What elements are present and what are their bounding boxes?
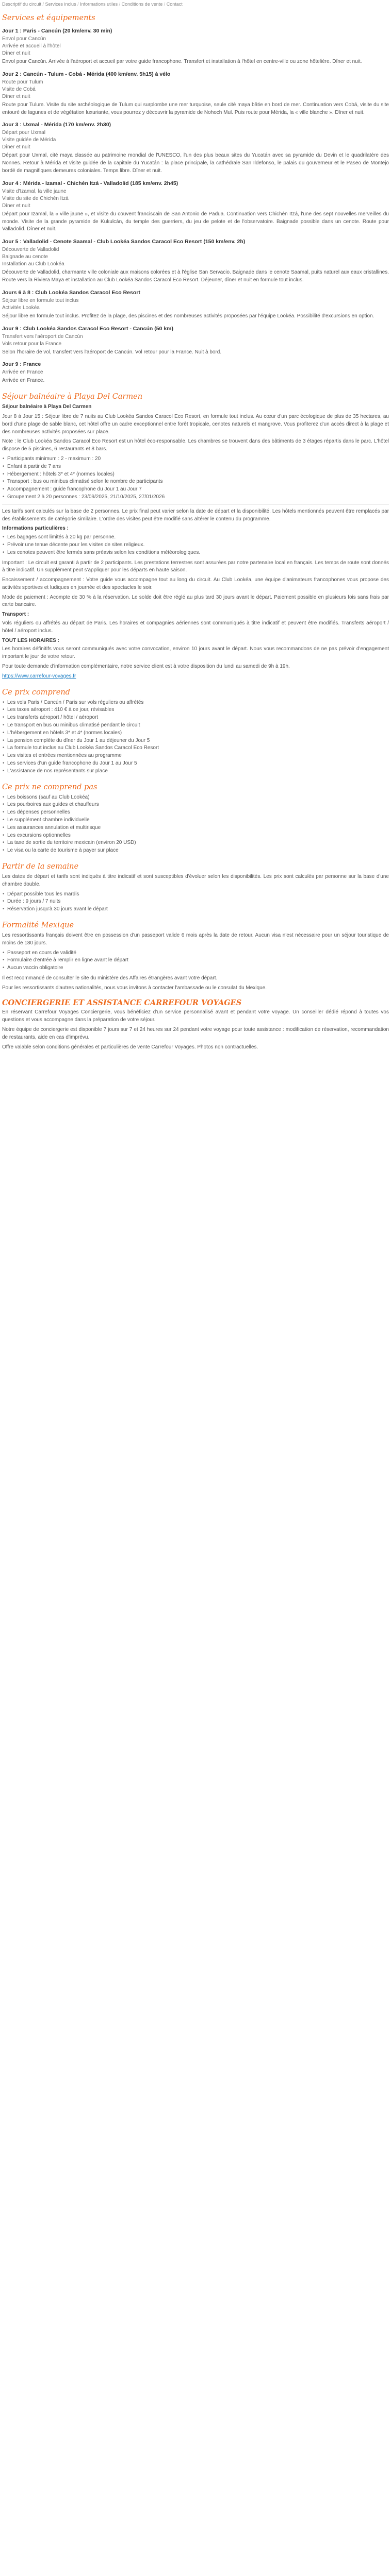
section-title-formalites: Formalité Mexique [2, 921, 74, 929]
day-meta-line: Dîner et nuit [2, 50, 30, 56]
day-meta [2, 333, 389, 348]
section-title-partir: Partir de la semaine [2, 862, 79, 871]
day-title: Jour 9 : Club Lookéa Sandos Caracol Eco Resort - Cancún (50 km) [2, 325, 173, 332]
inclus-list-item: • Les visites et entrées mentionnées au programme [2, 752, 389, 760]
transport-title: Transport : [2, 612, 29, 618]
partir-list [2, 891, 389, 913]
breadcrumb-item[interactable]: / Conditions de vente [118, 2, 162, 7]
inclus-list-item: • Les transferts aéroport / hôtel / aéroport [2, 714, 389, 722]
day-meta-line: Départ pour Uxmal [2, 130, 45, 136]
day-meta [2, 246, 389, 268]
breadcrumb-item[interactable]: Descriptif du circuit [2, 2, 42, 7]
day-meta-line: Séjour libre en formule tout inclus [2, 297, 79, 303]
noninclus-list-item: • Les excursions optionnelles [2, 832, 389, 840]
partir-para: Les dates de départ et tarifs sont indiqués à titre indicatif et sont susceptibles d'évoluer selon les disponibilités. Les prix sont calculés par personne sur la base d'une chambre double. [2, 874, 389, 887]
info-para-3: Important : Le circuit est garanti à partir de 2 participants. Les prestations terrestres sont assurées par notre partenaire local en français. Les temps de route sont donnés à titre indicatif. Un supplément peut s'appliquer pour les départs en haute saison. [2, 560, 389, 573]
formalites-para-3: Pour les ressortissants d'autres nationalités, nous vous invitons à contacter l'ambassade ou le consulat du Mexique. [2, 985, 267, 991]
section-title-noninclus: Ce prix ne comprend pas [2, 783, 97, 791]
noninclus-list-item: • Les pourboires aux guides et chauffeurs [2, 801, 389, 809]
inclus-list-item: • Les taxes aéroport : 410 € à ce jour, révisables [2, 706, 389, 714]
day-description: Départ pour Izamal, la « ville jaune », et visite du couvent franciscain de San Antonio de Padua. Continuation vers Chichén Itzá, l'une des sept nouvelles merveilles du monde. Visite de la grande pyramide de Kukulcán, du temple des guerriers, du jeu de pelote et de l'observatoire. Baignade possible dans un cenote. Route pour Valladolid. Dîner et nuit. [2, 211, 389, 232]
day-meta [2, 188, 389, 210]
day-meta-line: Visite d'Izamal, la ville jaune [2, 188, 67, 194]
inclus-list-item: • La formule tout inclus au Club Lookéa Sandos Caracol Eco Resort [2, 744, 389, 752]
day-meta-line: Arrivée et accueil à l'hôtel [2, 43, 61, 49]
breadcrumb-item[interactable]: / Contact [162, 2, 183, 7]
day-description: Envol pour Cancún. Arrivée à l'aéroport et accueil par votre guide francophone. Transfert et installation à l'hôtel en centre-ville ou zone hôtelière. Dîner et nuit. [2, 59, 362, 64]
info-particular-title: Informations particulières : [2, 526, 69, 532]
day-meta [2, 129, 389, 151]
footer-note: Offre valable selon conditions générales et particulières de vente Carrefour Voyages. Photos non contractuelles. [2, 1044, 258, 1050]
formalites-list-item: • Formulaire d'entrée à remplir en ligne avant le départ [2, 957, 389, 964]
day-title: Jour 4 : Mérida - Izamal - Chichén Itzá - Valladolid (185 km/env. 2h45) [2, 180, 178, 187]
formalites-list-item: • Aucun vaccin obligatoire [2, 964, 389, 972]
day-meta-line: Baignade au cenote [2, 254, 48, 260]
day-meta-line: Visite de Cobá [2, 86, 36, 92]
day-meta-line: Vols retour pour la France [2, 341, 62, 347]
day-description: Selon l'horaire de vol, transfert vers l'aéroport de Cancún. Vol retour pour la France. Nuit à bord. [2, 349, 222, 355]
sejour-list-item: • Accompagnement : guide francophone du Jour 1 au Jour 7 [2, 486, 389, 494]
day-description: Départ pour Uxmal, cité maya classée au patrimoine mondial de l'UNESCO, l'un des plus beaux sites du Yucatán avec sa pyramide du Devin et le quadrilatère des Nonnes. Retour à Mérida et visite guidée de la capitale du Yucatán : la place principale, la cathédrale San Ildefonso, le palais du gouverneur et le Paseo de Montejo bordé de magnifiques demeures coloniales. Temps libre. Dîner et nuit. [2, 152, 389, 174]
contact-para: Pour toute demande d'information complémentaire, notre service client est à votre disposition du lundi au samedi de 9h à 19h. [2, 664, 290, 670]
transport-para: Vols réguliers ou affrétés au départ de Paris. Les horaires et compagnies aériennes sont communiqués à titre indicatif et peuvent être modifiés. Transferts aéroport / hôtel / aéroport inclus. [2, 620, 389, 634]
day-title: Jour 5 : Valladolid - Cenote Saamal - Club Lookéa Sandos Caracol Eco Resort (150 km/env. 2h) [2, 239, 246, 245]
section-title-sejour: Séjour balnéaire à Playa Del Carmen [2, 393, 143, 401]
info-list-item: • Les bagages sont limités à 20 kg par personne. [2, 534, 389, 541]
day-meta-line: Arrivée en France [2, 369, 43, 376]
info-para-5: Mode de paiement : Acompte de 30 % à la réservation. Le solde doit être réglé au plus tard 30 jours avant le départ. Paiement possible en plusieurs fois sans frais par carte bancaire. [2, 594, 389, 608]
day-meta-line: Installation au Club Lookéa [2, 261, 64, 267]
day-meta-line: Visite du site de Chichén Itzá [2, 195, 69, 201]
day-meta-line: Activités Lookéa [2, 304, 40, 311]
inclus-list-item: • L'assistance de nos représentants sur place [2, 768, 389, 775]
noninclus-list-item: • Le supplément chambre individuelle [2, 817, 389, 824]
noninclus-list-item: • Les boissons (sauf au Club Lookéa) [2, 794, 389, 802]
breadcrumb-item[interactable]: / Services inclus [41, 2, 76, 7]
inclus-list-item: • La pension complète du dîner du Jour 1 au déjeuner du Jour 5 [2, 737, 389, 745]
inclus-list-item: • Les vols Paris / Cancún / Paris sur vols réguliers ou affrétés [2, 699, 389, 707]
inclus-list [2, 699, 389, 775]
day-meta [2, 36, 389, 57]
formalites-list-item: • Passeport en cours de validité [2, 950, 389, 957]
info-para-1: Les tarifs sont calculés sur la base de 2 personnes. Le prix final peut varier selon la date de départ et la disponibilité. Les hôtels mentionnés peuvent être remplacés par des établissements de catégorie similaire. L'ordre des visites peut être modifié sans altérer le contenu du programme. [2, 508, 389, 522]
divider [2, 504, 389, 505]
horaires-title: TOUT LES HORAIRES : [2, 637, 59, 643]
section-title-services: Services et équipements [2, 14, 95, 22]
day-meta-line: Envol pour Cancún [2, 36, 46, 42]
info-para-4: Encaissement / accompagnement : Votre guide vous accompagne tout au long du circuit. Au Club Lookéa, une équipe d'animateurs francophones vous propose des activités sportives et ludiques en journée et des spectacles le soir. [2, 577, 389, 590]
day-meta-line: Dîner et nuit [2, 93, 30, 99]
partir-list-item: • Durée : 9 jours / 7 nuits [2, 898, 389, 906]
day-title: Jour 1 : Paris - Cancún (20 km/env. 30 min) [2, 28, 112, 34]
sejour-list-item: • Participants minimum : 2 - maximum : 20 [2, 455, 389, 463]
formalites-para-2: Il est recommandé de consulter le site du ministère des Affaires étrangères avant votre départ. [2, 975, 218, 981]
sejour-list-item: • Transport : bus ou minibus climatisé selon le nombre de participants [2, 478, 389, 486]
day-meta [2, 369, 389, 376]
section-title-conciergerie: CONCIERGERIE ET ASSISTANCE CARREFOUR VOYAGES [2, 998, 242, 1007]
noninclus-list [2, 794, 389, 855]
inclus-list-item: • Le transport en bus ou minibus climatisé pendant le circuit [2, 722, 389, 730]
breadcrumb-item[interactable]: / Informations utiles [76, 2, 118, 7]
noninclus-list-item: • Les dépenses personnelles [2, 809, 389, 817]
info-list-item: • Prévoir une tenue décente pour les visites de sites religieux. [2, 541, 389, 549]
day-meta-line: Route pour Tulum [2, 79, 43, 85]
day-meta [2, 79, 389, 100]
partir-list-item: • Départ possible tous les mardis [2, 891, 389, 899]
day-meta-line: Dîner et nuit [2, 144, 30, 150]
breadcrumb [2, 0, 389, 7]
day-meta-line: Découverte de Valladolid [2, 247, 59, 253]
sejour-list-item: • Hébergement : hôtels 3* et 4* (normes locales) [2, 471, 389, 479]
inclus-list-item: • Les services d'un guide francophone du Jour 1 au Jour 5 [2, 760, 389, 768]
conciergerie-para-2: Notre équipe de conciergerie est disponible 7 jours sur 7 et 24 heures sur 24 pendant votre voyage pour toute assistance : modification de réservation, recommandation de restaurants, aide en cas d'imprévu. [2, 1026, 389, 1040]
sejour-list-item: • Enfant à partir de 7 ans [2, 463, 389, 471]
day-description: Séjour libre en formule tout inclus. Profitez de la plage, des piscines et des nombreuses activités proposées par l'équipe Lookéa. Possibilité d'excursions en option. [2, 313, 374, 319]
day-meta-line: Transfert vers l'aéroport de Cancún [2, 333, 83, 340]
noninclus-list-item: • Le visa ou la carte de tourisme à payer sur place [2, 847, 389, 855]
day-meta [2, 297, 389, 312]
website-link[interactable]: https://www.carrefour-voyages.fr [2, 673, 76, 679]
day-description: Découverte de Valladolid, charmante ville coloniale aux maisons colorées et à l'église San Servacio. Baignade dans le cenote Saamal, puits naturel aux eaux cristallines. Route vers la Riviera Maya et installation au Club Lookéa Sandos Caracol Eco Resort. Déjeuner, dîner et nuit en formule tout inclus. [2, 269, 389, 283]
day-title: Jour 3 : Uxmal - Mérida (170 km/env. 2h30) [2, 122, 111, 128]
programme-block [2, 27, 389, 385]
noninclus-list-item: • La taxe de sortie du territoire mexicain (environ 20 USD) [2, 839, 389, 847]
sejour-para-1: Jour 8 à Jour 15 : Séjour libre de 7 nuits au Club Lookéa Sandos Caracol Eco Resort, en formule tout inclus. Au cœur d'un parc écologique de plus de 35 hectares, au bord d'une plage de sable blanc, cet hôtel offre un cadre exceptionnel entre forêt tropicale, cenotes naturels et mangrove. Vous profiterez d'un accès direct à la plage et des nombreuses activités proposées sur place. [2, 413, 389, 435]
formalites-para-1: Les ressortissants français doivent être en possession d'un passeport valide 6 mois après la date de retour. Aucun visa n'est nécessaire pour un séjour touristique de moins de 180 jours. [2, 932, 389, 946]
sejour-list-item: • Groupement 2 à 20 personnes : 23/09/2025, 21/10/2025, 27/01/2026 [2, 494, 389, 501]
info-list-item: • Les cenotes peuvent être fermés sans préavis selon les conditions météorologiques. [2, 549, 389, 557]
conciergerie-para-1: En réservant Carrefour Voyages Conciergerie, vous bénéficiez d'un service personnalisé avant et pendant votre voyage. Un conseiller dédié répond à toutes vos questions et vous accompagne dans la préparation de votre séjour. [2, 1009, 389, 1023]
info-list [2, 534, 389, 556]
inclus-list-item: • L'hébergement en hôtels 3* et 4* (normes locales) [2, 730, 389, 737]
day-title: Jours 6 à 8 : Club Lookéa Sandos Caracol Eco Resort [2, 289, 140, 296]
formalites-list [2, 950, 389, 972]
contact-link-line [2, 673, 389, 681]
horaires-para: Les horaires définitifs vous seront communiqués avec votre convocation, environ 10 jours avant le départ. Nous vous recommandons de ne pas prévoir d'engagement important le jour de votre retour. [2, 646, 389, 660]
day-description: Route pour Tulum. Visite du site archéologique de Tulum qui surplombe une mer turquoise, seule cité maya bâtie en bord de mer. Continuation vers Cobá, visite du site entouré de lagunes et de végétation luxuriante, vous pourrez y découvrir la pyramide de Nohoch Mul. Puis route pour Mérida, la « ville blanche ». Dîner et nuit. [2, 101, 389, 115]
day-title: Jour 9 : France [2, 361, 41, 368]
sejour-list [2, 455, 389, 501]
noninclus-list-item: • Les assurances annulation et multirisque [2, 824, 389, 832]
day-title: Jour 2 : Cancún - Tulum - Cobá - Mérida (400 km/env. 5h15) à vélo [2, 71, 171, 77]
section-title-inclus: Ce prix comprend [2, 688, 70, 697]
sejour-lead: Séjour balnéaire à Playa Del Carmen [2, 404, 92, 410]
day-description: Arrivée en France. [2, 378, 45, 384]
partir-list-item: • Réservation jusqu'à 30 jours avant le départ [2, 906, 389, 913]
day-meta-line: Visite guidée de Mérida [2, 137, 56, 143]
sejour-para-2: Note : le Club Lookéa Sandos Caracol Eco Resort est un hôtel éco-responsable. Les chambres se trouvent dans des bâtiments de 3 étages répartis dans le parc. L'hôtel dispose de 5 piscines, 6 restaurants et 8 bars. [2, 438, 389, 452]
day-meta-line: Dîner et nuit [2, 202, 30, 209]
